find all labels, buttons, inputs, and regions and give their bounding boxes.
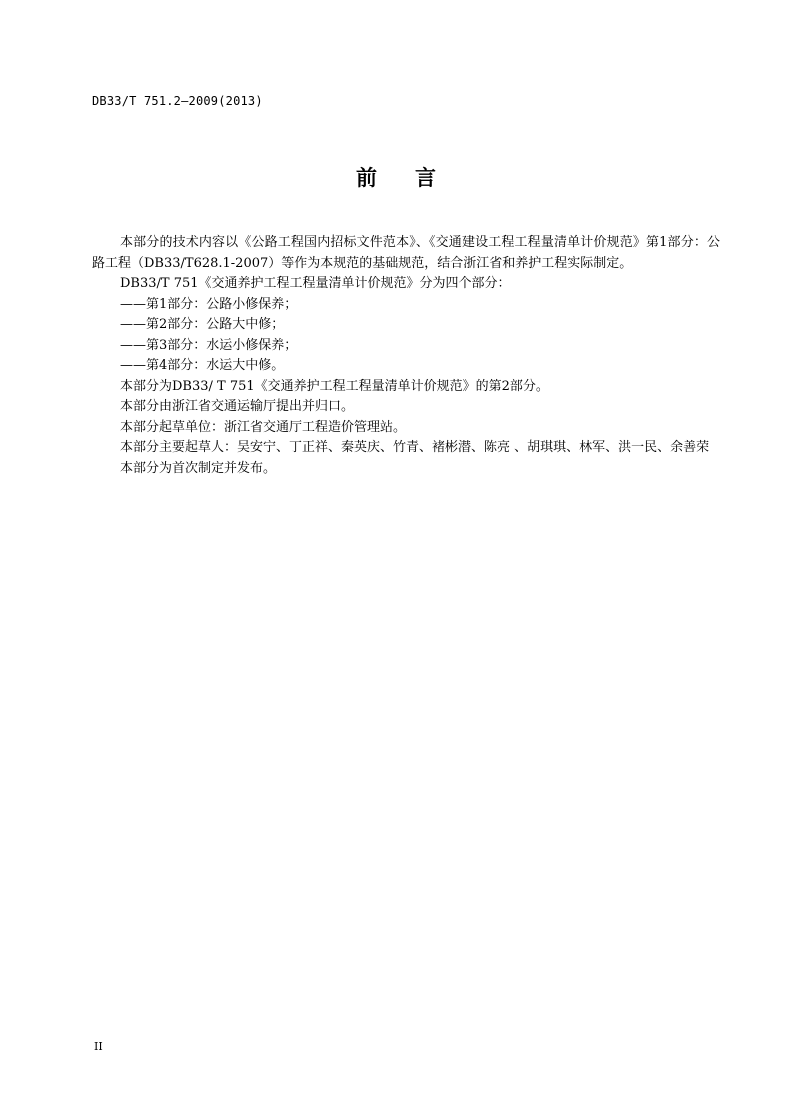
paragraph-drafting-unit: 本部分起草单位：浙江省交通厅工程造价管理站。 [120,419,407,435]
list-item-part-2: ——第2部分：公路大中修； [120,317,285,332]
list-item-part-3: ——第3部分：水运小修保养； [120,337,298,353]
paragraph-first-issue: 本部分为首次制定并发布。 [120,460,277,476]
paragraph-this-part: 本部分为DB33/ T 751《交通养护工程工程量清单计价规范》的第2部分。 [120,378,549,394]
paragraph-proposer: 本部分由浙江省交通运输厅提出并归口。 [120,399,355,414]
list-item-part-4: ——第4部分：水运大中修。 [120,358,285,373]
foreword-body [92,233,720,479]
paragraph-drafters: 本部分主要起草人：吴安宁、丁正祥、秦英庆、竹青、褚彬潜、陈亮 、胡琪琪、林军、洪一民、余善荣 [120,440,710,455]
list-item-part-1: ——第1部分：公路小修保养； [120,296,298,312]
paragraph-parts-intro: DB33/T 751《交通养护工程工程量清单计价规范》分为四个部分： [120,276,511,291]
page-title: 前言 [356,166,474,190]
paragraph-basis: 本部分的技术内容以《公路工程国内招标文件范本》、《交通建设工程工程量清单计价规范》第1部分：公路工程（DB33/T628.1-2007）等作为本规范的基础规范，结合浙江省和养护工程实际制定。 [92,235,720,271]
document-code: DB33/T 751.2—2009(2013) [92,94,263,108]
page-number: II [94,1040,103,1053]
